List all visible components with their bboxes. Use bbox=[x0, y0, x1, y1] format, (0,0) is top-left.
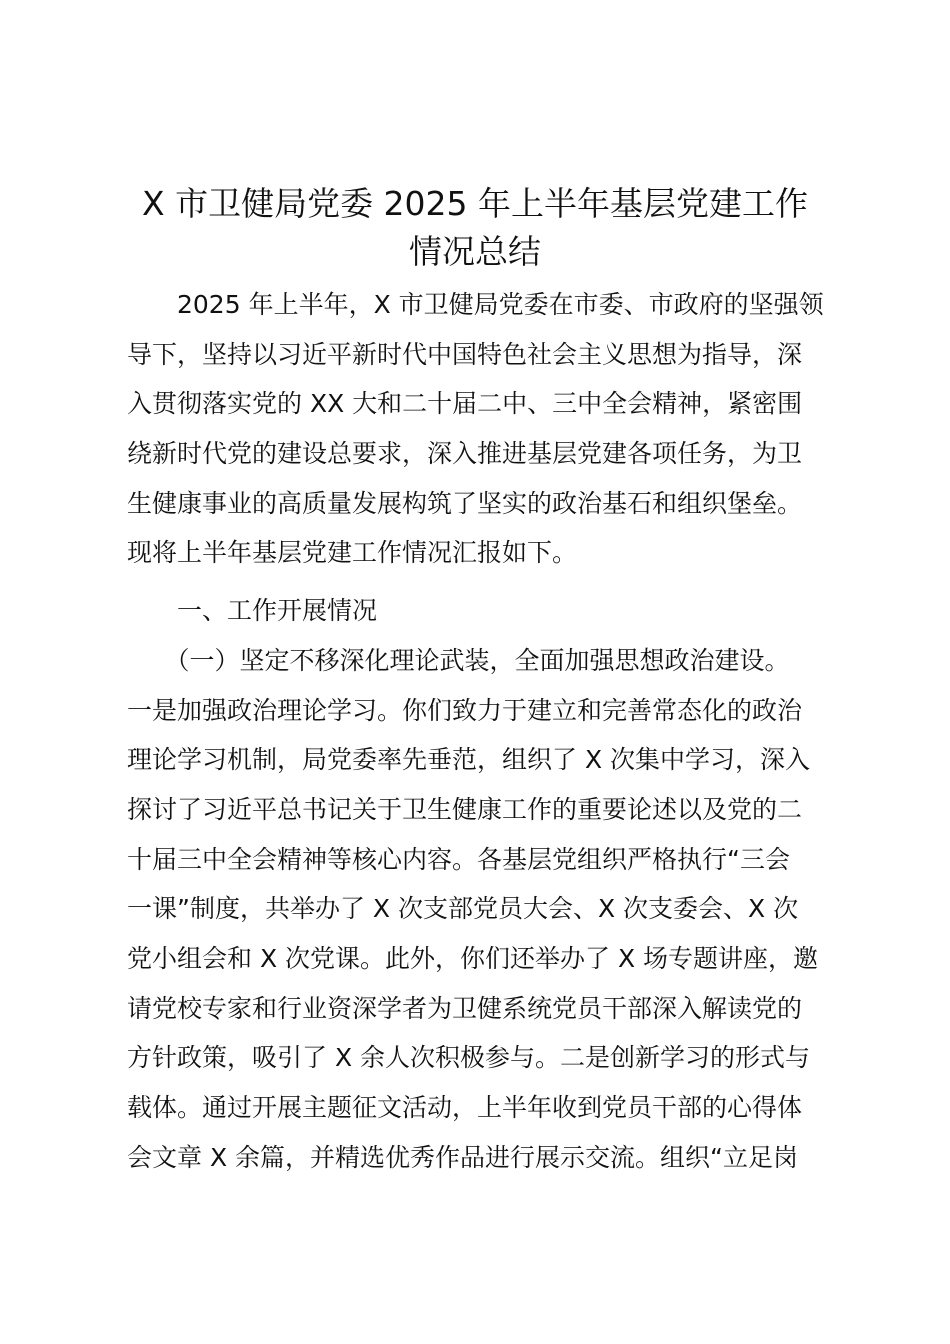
paragraph-line: 现将上半年基层党建工作情况汇报如下。 bbox=[127, 538, 578, 568]
title-line-2: 情况总结 bbox=[409, 232, 541, 271]
document-title bbox=[100, 180, 850, 276]
paragraph-line: 导下，坚持以习近平新时代中国特色社会主义思想为指导，深 bbox=[127, 339, 803, 369]
paragraph-line: 理论学习机制，局党委率先垂范，组织了 X 次集中学习，深入 bbox=[127, 745, 811, 775]
document-body bbox=[127, 280, 837, 1182]
paragraph-line: 生健康事业的高质量发展构筑了坚实的政治基石和组织堡垒。 bbox=[127, 488, 803, 518]
paragraph-line: 探讨了习近平总书记关于卫生健康工作的重要论述以及党的二 bbox=[127, 794, 803, 824]
subsection-paragraph bbox=[127, 636, 837, 1183]
paragraph-line: 绕新时代党的建设总要求，深入推进基层党建各项任务，为卫 bbox=[127, 439, 803, 469]
paragraph-line: 方针政策，吸引了 X 余人次积极参与。二是创新学习的形式与 bbox=[127, 1043, 811, 1073]
paragraph-line: （一）坚定不移深化理论武装，全面加强思想政治建设。 bbox=[127, 645, 790, 675]
paragraph-line: 请党校专家和行业资深学者为卫健系统党员干部深入解读党的 bbox=[127, 993, 803, 1023]
paragraph-line: 入贯彻落实党的 XX 大和二十届二中、三中全会精神，紧密围 bbox=[127, 389, 803, 419]
section-heading bbox=[127, 586, 837, 636]
paragraph-line: 会文章 X 余篇，并精选优秀作品进行展示交流。组织“立足岗 bbox=[127, 1142, 798, 1172]
paragraph-line: 一是加强政治理论学习。你们致力于建立和完善常态化的政治 bbox=[127, 695, 803, 725]
paragraph-line: 2025 年上半年，X 市卫健局党委在市委、市政府的坚强领 bbox=[127, 290, 824, 319]
paragraph-line: 十届三中全会精神等核心内容。各基层党组织严格执行“三会 bbox=[127, 844, 790, 874]
intro-paragraph bbox=[127, 280, 837, 578]
paragraph-line: 党小组会和 X 次党课。此外，你们还举办了 X 场专题讲座，邀 bbox=[127, 943, 819, 973]
paragraph-line: 一课”制度，共举办了 X 次支部党员大会、X 次支委会、X 次 bbox=[127, 894, 799, 924]
paragraph-line: 载体。通过开展主题征文活动，上半年收到党员干部的心得体 bbox=[127, 1093, 803, 1122]
paragraph-spacer bbox=[127, 578, 837, 586]
title-line-1: X 市卫健局党委 2025 年上半年基层党建工作 bbox=[141, 184, 809, 223]
section-heading-line: 一、工作开展情况 bbox=[127, 596, 378, 626]
